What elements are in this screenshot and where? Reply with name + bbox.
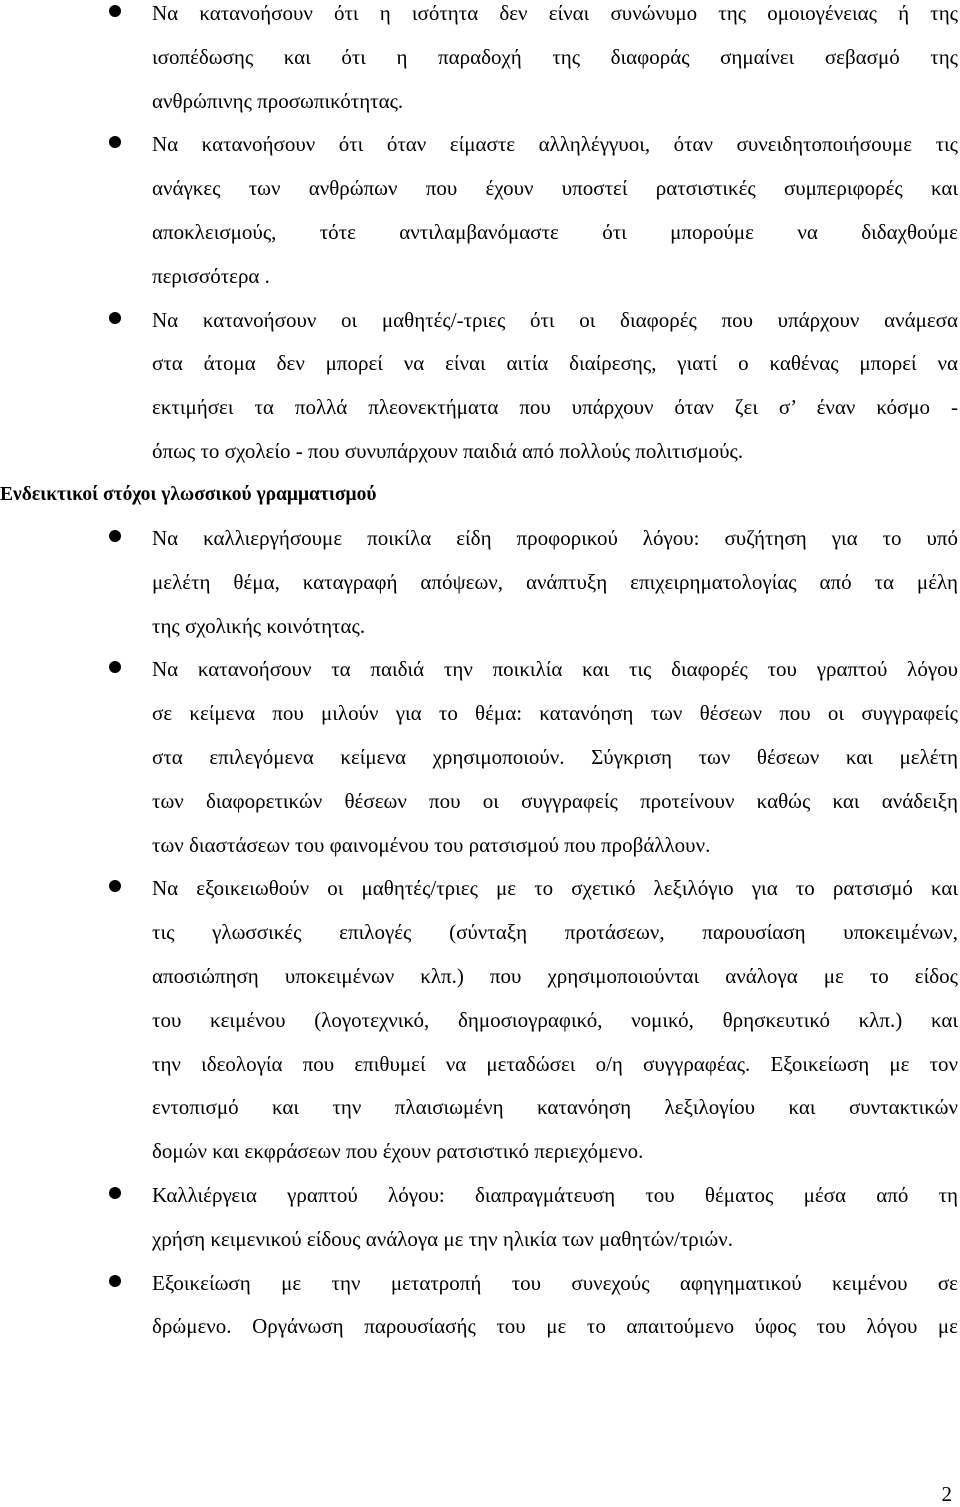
text-line: εντοπισμό και την πλαισιωμένη κατανόηση λεξιλογίου και συντακτικών (152, 1095, 958, 1120)
objectives-list-1 (0, 0, 960, 474)
list-item (0, 1262, 960, 1350)
bullet-icon (109, 312, 121, 324)
bullet-icon (109, 880, 121, 892)
text-line: την ιδεολογία που επιθυμεί να μεταδώσει ο/η συγγραφέας. Εξοικείωση με τον (152, 1051, 958, 1076)
text-line: ισοπέδωσης και ότι η παραδοχή της διαφοράς σημαίνει σεβασμό της (152, 44, 958, 69)
text-line: ανάγκες των ανθρώπων που έχουν υποστεί ρατσιστικές συμπεριφορές και (152, 176, 958, 201)
text-line: στα άτομα δεν μπορεί να είναι αιτία διαίρεσης, γιατί ο καθένας μπορεί να (152, 351, 958, 376)
text-line: Να καλλιεργήσουμε ποικίλα είδη προφορικού λόγου: συζήτηση για το υπό (152, 526, 958, 550)
section-heading: Ενδεικτικοί στόχοι γλωσσικού γραμματισμού (0, 484, 377, 505)
text-line: εκτιμήσει τα πολλά πλεονεκτήματα που υπάρχουν όταν ζει σ’ έναν κόσμο - (152, 395, 958, 420)
text-line: Να κατανοήσουν ότι η ισότητα δεν είναι συνώνυμο της ομοιογένειας ή της (152, 1, 958, 25)
bullet-icon (109, 530, 121, 542)
objectives-list-2 (0, 517, 960, 1349)
bullet-icon (109, 661, 121, 673)
text-line: Να κατανοήσουν οι μαθητές/-τριες ότι οι διαφορές που υπάρχουν ανάμεσα (152, 307, 958, 332)
list-item (0, 1174, 960, 1262)
text-line: Να κατανοήσουν ότι όταν είμαστε αλληλέγγυοι, όταν συνειδητοποιήσουμε τις (152, 132, 958, 157)
text-line: των διαφορετικών θέσεων που οι συγγραφείς προτείνουν καθώς και ανάδειξη (152, 788, 958, 813)
text-line: των διαστάσεων του φαινομένου του ρατσισμού που προβάλλουν. (152, 832, 711, 857)
text-line: του κειμένου (λογοτεχνικό, δημοσιογραφικό, νομικό, θρησκευτικό κλπ.) και (152, 1007, 958, 1032)
text-line: δρώμενο. Οργάνωση παρουσίασής του με το απαιτούμενο ύφος του λόγου με (152, 1314, 958, 1339)
bullet-icon (109, 1187, 121, 1199)
text-line: Καλλιέργεια γραπτού λόγου: διαπραγμάτευση του θέματος μέσα από τη (152, 1182, 958, 1207)
list-item (0, 517, 960, 648)
text-line: Να εξοικειωθούν οι μαθητές/τριες με το σχετικό λεξιλόγιο για το ρατσισμό και (152, 876, 958, 901)
text-line: σε κείμενα που μιλούν για το θέμα: κατανόηση των θέσεων που οι συγγραφείς (152, 701, 958, 726)
text-line: αποκλεισμούς, τότε αντιλαμβανόμαστε ότι μπορούμε να διδαχθούμε (152, 219, 958, 244)
bullet-icon (109, 1275, 121, 1287)
page-number: 2 (941, 1482, 952, 1506)
text-line: αποσιώπηση υποκειμένων κλπ.) που χρησιμοποιούνται ανάλογα με το είδος (152, 963, 958, 988)
text-line: της σχολικής κοινότητας. (152, 613, 366, 638)
bullet-icon (109, 136, 121, 148)
text-line: περισσότερα . (152, 263, 270, 288)
text-line: Εξοικείωση με την μετατροπή του συνεχούς αφηγηματικού κειμένου σε (152, 1270, 958, 1295)
text-line: μελέτη θέμα, καταγραφή απόψεων, ανάπτυξη επιχειρηματολογίας από τα μέλη (152, 569, 958, 594)
text-line: ανθρώπινης προσωπικότητας. (152, 88, 404, 113)
text-line: όπως το σχολείο - που συνυπάρχουν παιδιά από πολλούς πολιτισμούς. (152, 438, 744, 463)
text-line: δομών και εκφράσεων που έχουν ρατσιστικό περιεχόμενο. (152, 1139, 644, 1164)
list-item (0, 123, 960, 298)
list-item (0, 0, 960, 123)
text-line: Να κατανοήσουν τα παιδιά την ποικιλία και τις διαφορές του γραπτού λόγου (152, 657, 958, 682)
list-item (0, 867, 960, 1174)
text-line: τις γλωσσικές επιλογές (σύνταξη προτάσεων, παρουσίαση υποκειμένων, (152, 920, 958, 945)
text-line: στα επιλεγόμενα κείμενα χρησιμοποιούν. Σύγκριση των θέσεων και μελέτη (152, 744, 958, 769)
list-item (0, 299, 960, 474)
text-line: χρήση κειμενικού είδους ανάλογα με την ηλικία των μαθητών/τριών. (152, 1226, 733, 1251)
list-item (0, 648, 960, 867)
bullet-icon (109, 5, 121, 17)
